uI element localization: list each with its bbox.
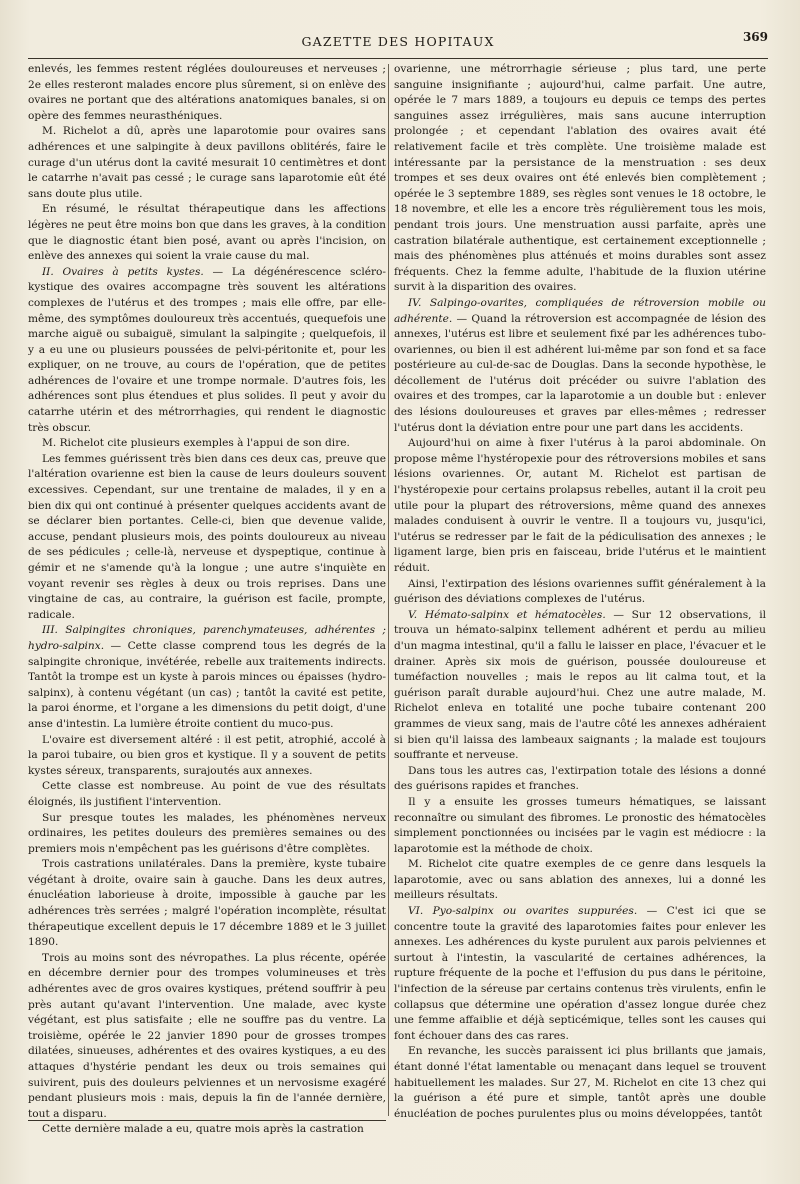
- journal-title: GAZETTE DES HOPITAUX: [301, 34, 495, 49]
- page-header: [28, 28, 768, 56]
- paragraph: M. Richelot cite plusieurs exemples à l'appui de son dire.: [42, 437, 350, 450]
- section-text: — C'est ici que se concentre toute la gravité des laparotomies faites pour enlever les annexes. Les adhérences du kyste purulent aux parois pelviennes et surtout à l'intestin, la vascularité de certaines adhérences, la rupture fréquente de la poche et l'effusion du pus dans le péritoine, l'infection de la séreuse par certains contenus très virulents, enfin le collapsus que détermine une opération d'assez longue durée chez une femme affaiblie et déjà septicémique, telles sont les causes qui font échouer dans des cas rares.: [394, 905, 767, 1042]
- section-paragraph: [394, 608, 766, 764]
- section-heading: VI. Pyo-salpinx ou ovarites suppurées.: [408, 905, 638, 918]
- paragraph: Cette dernière malade a eu, quatre mois après la castration: [42, 1123, 364, 1136]
- paragraph: Sur presque toutes les malades, les phénomènes nerveux ordinaires, les petites douleurs des premières semaines ou des premiers mois n'empêchent pas les guérisons d'être complètes.: [28, 811, 386, 855]
- paragraph: enlevés, les femmes restent réglées douloureuses et nerveuses ; 2e elles resteront malades encore plus sûrement, si on enlève des ovaires ne portant que des altérations anatomiques banales, si on opère des femmes neurasthéniques.: [28, 63, 386, 122]
- right-column: [394, 62, 767, 1120]
- section-heading: IV. Salpingo-ovarites, compliquées de rétroversion mobile ou adhérente.: [394, 296, 766, 325]
- section-text: — Sur 12 observations, il trouva un hémato-salpinx tellement adhérent et perdu au milieu d'un magma intestinal, qu'il a fallu le laisser en place, l'évacuer et le drainer. Après six mois de guérison, poussée douloureuse et tuméfaction nouvelles ; mais le repos au lit calma tout, et la guérison paraît durable aujourd'hui. Chez une autre malade, M. Richelot enleva en totalité une poche tubaire contenant 200 grammes de vieux sang, mais de l'autre côté les annexes adhéraient si bien qu'il laissa des lambeaux saignants ; la malade est toujours souffrante et nerveuse.: [394, 608, 766, 762]
- paragraph: ovarienne, une métrorrhagie sérieuse ; plus tard, une perte sanguine insignifiante ; aujourd'hui, calme parfait. Une autre, opérée le 7 mars 1889, a toujours eu depuis ce temps des pertes sanguines assez irrégulières, mais sans aucune interruption prolongée ; et cependant l'ablation des ovaires avait été relativement facile et très complète. Une troisième malade est intéressante par la persistance de la menstruation : ses deux trompes et ses deux ovaires ont été enlevés bien complètement ; opérée le 3 septembre 1889, ses règles sont venues le 18 octobre, le 18 novembre, et elle les a encore très régulièrement tous les mois, pendant trois jours. Une menstruation aussi parfaite, après une castration bilatérale authentique, est certainement exceptionnelle ; mais des phénomènes plus atténués et moins durables sont assez fréquents. Chez la femme adulte, l'habitude de la fluxion utérine survit à la disparition des ovaires.: [394, 63, 766, 294]
- paragraph: M. Richelot cite quatre exemples de ce genre dans lesquels la laparotomie, avec ou sans ablation des annexes, lui a donné les meilleurs résultats.: [394, 858, 766, 902]
- section-paragraph: [28, 265, 386, 437]
- paragraph: Ainsi, l'extirpation des lésions ovariennes suffit généralement à la guérison des déviations complexes de l'utérus.: [394, 577, 766, 606]
- section-paragraph: [394, 296, 766, 436]
- paragraph: Trois au moins sont des névropathes. La plus récente, opérée en décembre dernier pour des trompes volumineuses et très adhérentes avec de gros ovaires kystiques, prétend souffrir à peu près autant qu'avant l'intervention. Une malade, avec kyste végétant, est plus satisfaite ; elle ne souffre pas du ventre. La troisième, opérée le 22 janvier 1890 pour de grosses trompes dilatées, sinueuses, adhérentes et des ovaires kystiques, a eu des attaques d'hystérie pendant les deux ou trois semaines qui suivirent, puis des douleurs pelviennes et un nervosisme exagéré pendant plusieurs mois : mais, depuis la fin de l'année dernière, tout a disparu.: [28, 951, 386, 1120]
- section-paragraph: [28, 623, 386, 732]
- section-text: — Cette classe comprend tous les degrés de la salpingite chronique, invétérée, rebelle aux traitements indirects. Tantôt la trompe est un kyste à parois minces ou épaisses (hydro-salpinx), à contenu végétant (un cas) ; tantôt la cavité est petite, la paroi énorme, et l'organe a les dimensions du petit doigt, d'une anse d'intestin. La lumière étroite contient du muco-pus.: [28, 639, 386, 730]
- section-text: — Quand la rétroversion est accompagnée de lésion des annexes, l'utérus est libre et seulement fixé par les adhérences tubo-ovariennes, ou bien il est adhérent lui-même par son fond et sa face postérieure au cul-de-sac de Douglas. Dans la seconde hypothèse, le décollement de l'utérus doit précéder ou suivre l'ablation des ovaires et des trompes, car la laparotomie a un double but : enlever des lésions douloureuses et graves par elles-mêmes ; redresser l'utérus dont la déviation entre pour une part dans les accidents.: [394, 312, 766, 434]
- paragraph: Les femmes guérissent très bien dans ces deux cas, preuve que l'altération ovarienne est bien la cause de leurs douleurs souvent excessives. Cependant, sur une trentaine de malades, il y en a bien dix qui ont continué à présenter quelques accidents avant de se déclarer bien portantes. Celle-ci, bien que devenue valide, accuse, pendant plusieurs mois, des points douloureux au niveau de ses pédicules ; celle-là, nerveuse et dyspeptique, continue à gémir et ne s'amende qu'à la longue ; une autre s'inquiète en voyant revenir ses règles à deux ou trois reprises. Dans une vingtaine de cas, au contraire, la guérison est facile, prompte, radicale.: [28, 452, 386, 621]
- paragraph: En résumé, le résultat thérapeutique dans les affections légères ne peut être moins bon que dans les graves, à la condition que le diagnostic étant bien posé, avant ou après l'incision, on enlève des annexes qui soient la vraie cause du mal.: [28, 203, 386, 263]
- column-end-rule: [28, 1120, 386, 1121]
- paragraph: Cette classe est nombreuse. Au point de vue des résultats éloignés, ils justifient l'intervention.: [28, 780, 386, 808]
- paragraph: M. Richelot a dû, après une laparotomie pour ovaires sans adhérences et une salpingite à deux pavillons oblitérés, faire le curage d'un utérus dont la cavité mesurait 10 centimètres et dont le catarrhe n'avait pas cessé ; le curage sans laparotomie eût été sans doute plus utile.: [28, 125, 386, 200]
- paragraph: Il y a ensuite les grosses tumeurs hématiques, se laissant reconnaître ou simulant des fibromes. Le pronostic des hématocèles simplement ponctionnées ou incisées par le vagin est médiocre : la laparotomie est la méthode de choix.: [394, 795, 766, 855]
- section-heading: V. Hémato-salpinx et hématocèles.: [408, 608, 606, 621]
- paragraph: Dans tous les autres cas, l'extirpation totale des lésions a donné des guérisons rapides et franches.: [394, 764, 766, 793]
- paragraph: En revanche, les succès paraissent ici plus brillants que jamais, étant donné l'état lamentable ou menaçant dans lequel se trouvent habituellement les malades. Sur 27, M. Richelot en cite 13 chez qui la guérison a été pure et simple, tantôt après une double énucléation de poches purulentes plus ou moins développées, tantôt: [394, 1045, 766, 1120]
- section-text: — La dégénérescence scléro-kystique des ovaires accompagne très souvent les altérations complexes de l'utérus et des trompes ; mais elle offre, par elle-même, des symptômes douloureux très accentués, quequefois une marche aiguë ou subaiguë, simulant la salpingite ; quelquefois, il y a eu une ou plusieurs poussées de pelvi-péritonite et, pour les expliquer, on ne trouve, au cours de l'opération, que de petites adhérences de l'ovaire et une trompe normale. D'autres fois, les adhérences sont plus étendues et plus solides. Il peut y avoir du catarrhe utérin et des métrorrhagies, qui rendent le diagnostic très obscur.: [28, 265, 387, 434]
- section-paragraph: [394, 904, 766, 1044]
- section-heading: II. Ovaires à petits kystes.: [42, 265, 204, 278]
- column-divider: [388, 64, 389, 1116]
- paragraph: L'ovaire est diversement altéré : il est petit, atrophié, accolé à la paroi tubaire, ou bien gros et kystique. Il y a souvent de petits kystes séreux, transparents, surajoutés aux annexes.: [28, 733, 386, 777]
- left-column: [28, 62, 387, 1136]
- page-number: 369: [742, 30, 768, 44]
- paragraph: Aujourd'hui on aime à fixer l'utérus à la paroi abdominale. On propose même l'hystéropexie pour des rétroversions mobiles et sans lésions ovariennes. Or, autant M. Richelot est partisan de l'hystéropexie pour certains prolapsus rebelles, autant il la croit peu utile pour la plupart des rétroversions, même quand des annexes malades conduisent à ouvrir le ventre. Il a toujours vu, jusqu'ici, l'utérus se redresser par le fait de la pédiculisation des annexes ; le ligament large, bien pris en faisceau, bride l'utérus et le maintient réduit.: [394, 437, 766, 574]
- header-rule: [28, 58, 768, 59]
- paragraph: Trois castrations unilatérales. Dans la première, kyste tubaire végétant à droite, ovaire sain à gauche. Dans les deux autres, énucléation laborieuse à droite, impossible à gauche par les adhérences très serrées ; malgré l'opération incomplète, résultat thérapeutique excellent depuis le 17 décembre 1889 et le 3 juillet 1890.: [28, 858, 386, 949]
- section-heading: III. Salpingites chroniques, parenchymateuses, adhérentes ; hydro-salpinx.: [28, 624, 386, 652]
